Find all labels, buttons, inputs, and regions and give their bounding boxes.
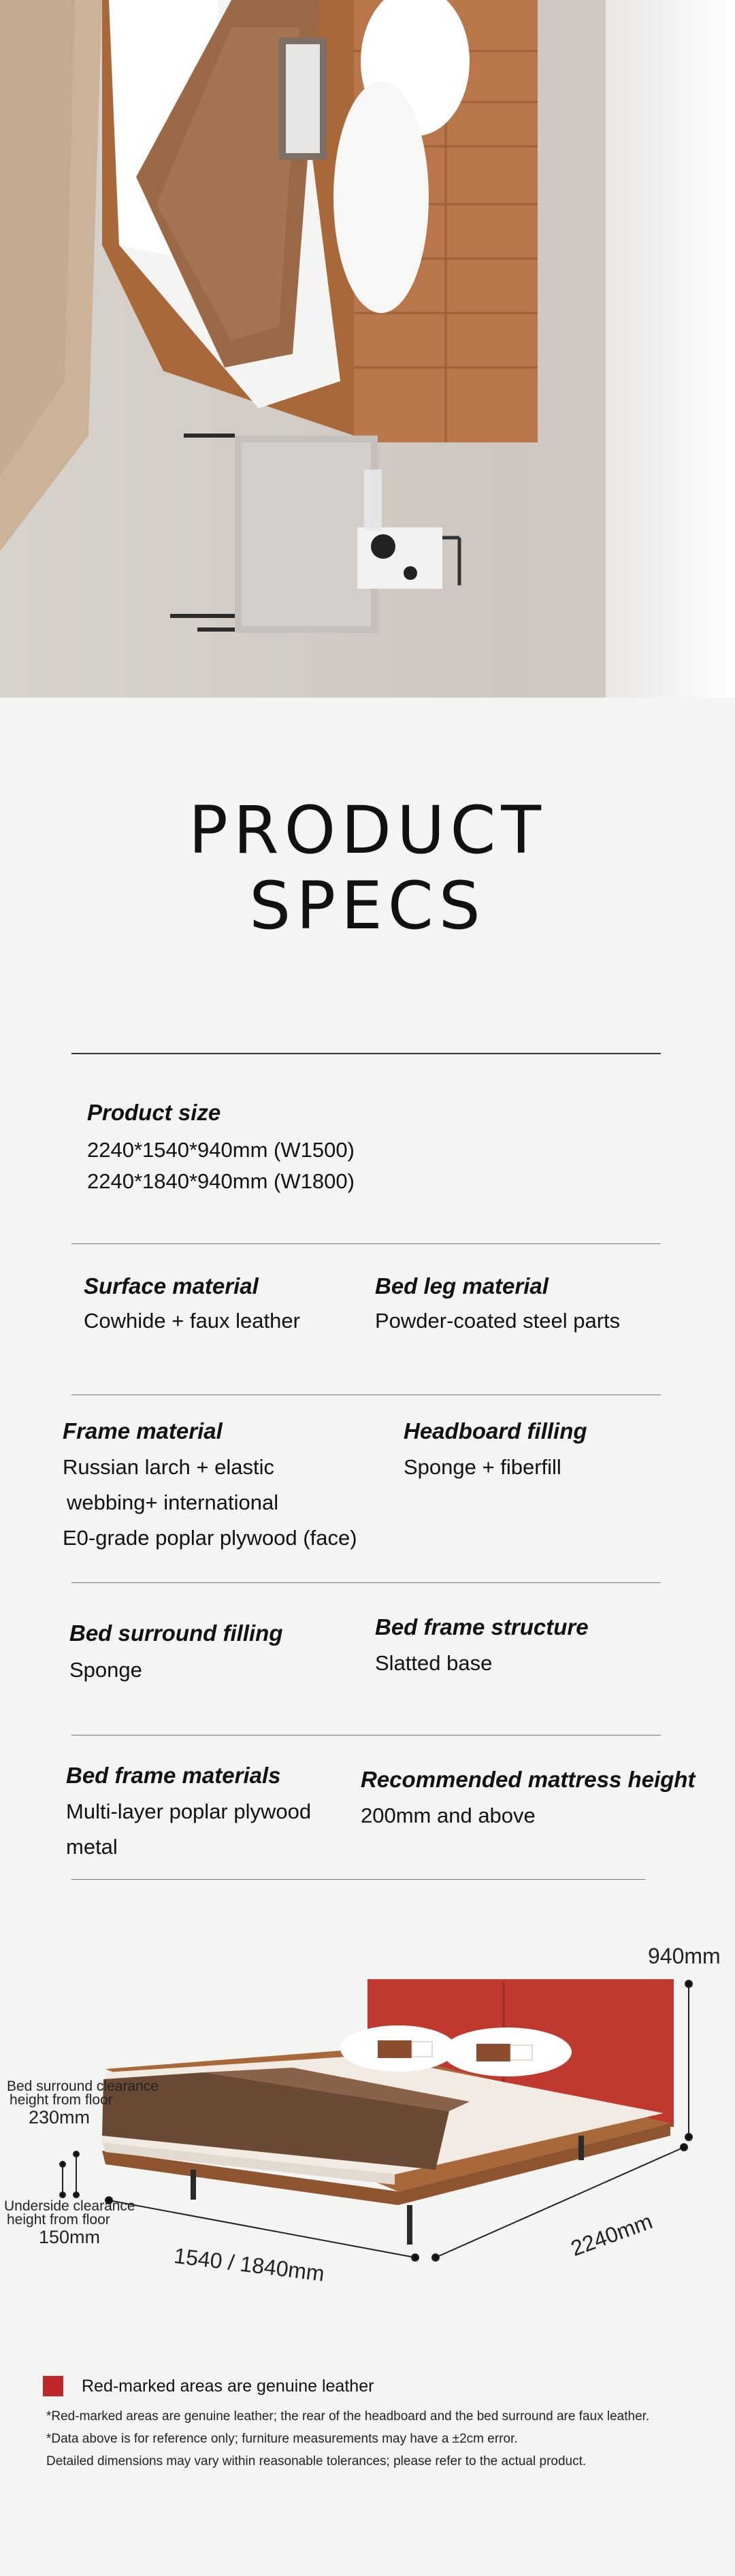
underside-clearance-label-1: Underside clearance xyxy=(4,2198,135,2214)
bed-surround-filling-value: Sponge xyxy=(69,1658,142,1682)
product-size-value-2: 2240*1840*940mm (W1800) xyxy=(87,1169,355,1193)
frame-material-value-2: webbing+ international xyxy=(67,1490,279,1514)
divider xyxy=(71,1582,661,1583)
divider xyxy=(71,1243,661,1244)
bed-leg-material-label: Bed leg material xyxy=(375,1273,549,1299)
bed-frame-materials-value-2: metal xyxy=(66,1835,118,1859)
headboard-filling-value: Sponge + fiberfill xyxy=(404,1455,561,1479)
surround-clearance-label-2: height from floor xyxy=(10,2092,113,2108)
divider xyxy=(71,1053,661,1054)
bed-frame-materials-value-1: Multi-layer poplar plywood xyxy=(66,1799,312,1823)
product-size-label: Product size xyxy=(87,1100,221,1125)
height-dimension: 940mm xyxy=(648,1944,721,1968)
surface-material-label: Surface material xyxy=(84,1273,259,1299)
frame-material-label: Frame material xyxy=(63,1418,223,1444)
page-title-line-2: SPECS xyxy=(249,868,486,944)
surround-clearance-label-1: Bed surround clearance xyxy=(7,2078,159,2094)
length-dimension: 2240mm xyxy=(568,2208,656,2261)
bed-leg-material-value: Powder-coated steel parts xyxy=(375,1309,621,1333)
bed-frame-structure-value: Slatted base xyxy=(375,1651,493,1675)
recommended-mattress-height-value: 200mm and above xyxy=(361,1804,536,1827)
product-size-value-1: 2240*1540*940mm (W1500) xyxy=(87,1138,355,1162)
bed-surround-filling-label: Bed surround filling xyxy=(69,1620,283,1646)
note-line-2: *Data above is for reference only; furniture measurements may have a ±2cm error. xyxy=(46,2432,518,2446)
bed-frame-structure-label: Bed frame structure xyxy=(375,1614,589,1640)
surface-material-value: Cowhide + faux leather xyxy=(84,1309,300,1333)
width-dimension: 1540 / 1840mm xyxy=(172,2243,326,2286)
note-line-3: Detailed dimensions may vary within reasonable tolerances; please refer to the actual product. xyxy=(46,2454,587,2468)
underside-clearance-value: 150mm xyxy=(39,2227,101,2247)
surround-clearance-value: 230mm xyxy=(29,2107,91,2127)
page-title-line-1: PRODUCT xyxy=(188,792,546,868)
frame-material-value-3: E0-grade poplar plywood (face) xyxy=(63,1526,357,1550)
bed-frame-materials-label: Bed frame materials xyxy=(66,1763,281,1788)
frame-material-value-1: Russian larch + elastic xyxy=(63,1455,274,1479)
note-line-1: *Red-marked areas are genuine leather; the rear of the headboard and the bed surround are faux leather. xyxy=(46,2409,650,2424)
divider xyxy=(71,1879,645,1880)
hero-photo xyxy=(0,0,735,698)
headboard-filling-label: Headboard filling xyxy=(404,1418,587,1444)
recommended-mattress-height-label: Recommended mattress height xyxy=(361,1767,696,1792)
underside-clearance-label-2: height from floor xyxy=(7,2212,110,2228)
leather-legend-text: Red-marked areas are genuine leather xyxy=(82,2377,374,2396)
leather-legend-swatch xyxy=(43,2376,63,2396)
